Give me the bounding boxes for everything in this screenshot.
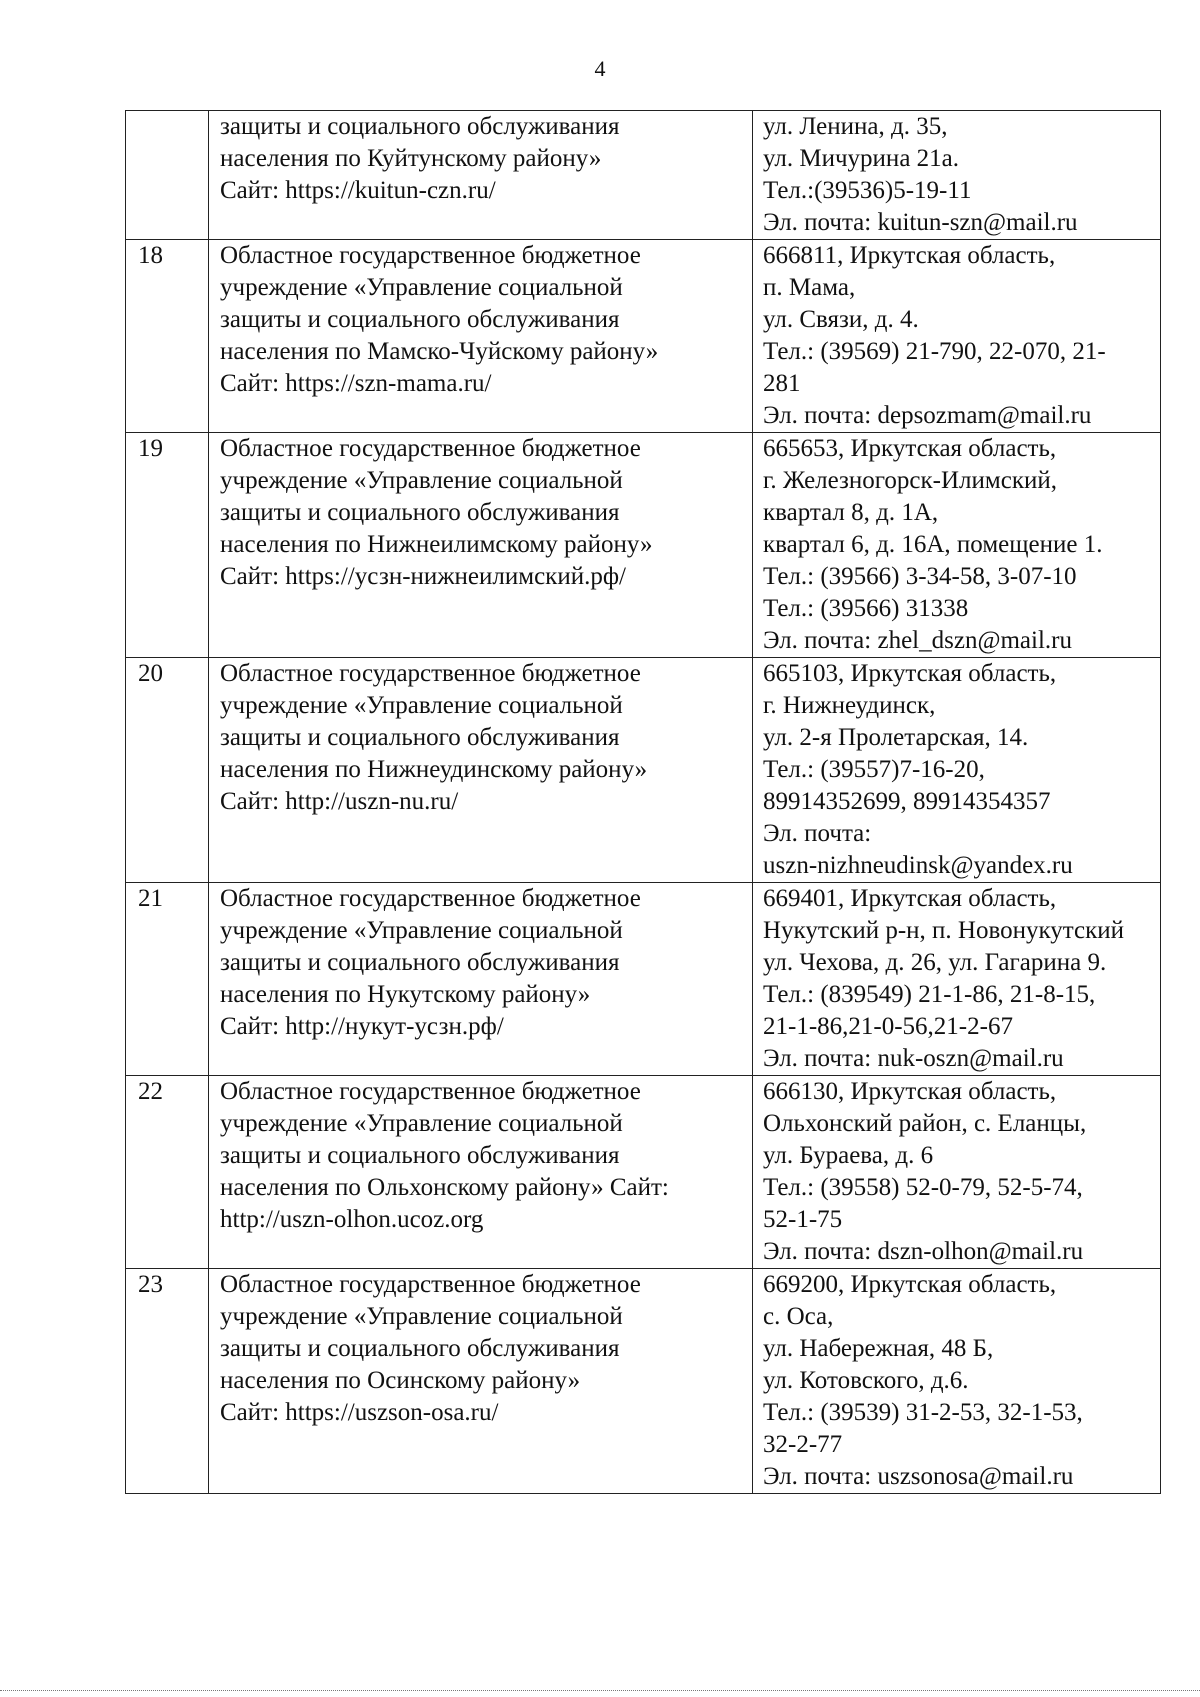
table-row [126,240,1161,433]
name-line: Областное государственное бюджетное [220,660,641,687]
name-line: населения по Осинскому району» [220,1367,581,1394]
table-row [126,1269,1161,1494]
website-link[interactable]: Сайт: https://uszson-osa.ru/ [220,1399,499,1426]
contact-line: квартал 8, д. 1А, [763,499,939,526]
contact-line: 665653, Иркутская область, [763,435,1057,462]
name-line: населения по Нижнеудинскому району» [220,756,648,783]
email-link[interactable]: Эл. почта: dszn-olhon@mail.ru [763,1238,1084,1265]
email-link[interactable]: Эл. почта: uszsonosa@mail.ru [763,1463,1074,1490]
contact-line: Тел.: (39566) 31338 [763,595,969,622]
name-line: защиты и социального обслуживания [220,306,620,333]
contact-line: г. Нижнеудинск, [763,692,936,719]
name-line: населения по Нукутскому району» [220,981,591,1008]
institution-name [209,433,753,658]
institution-name [209,1269,753,1494]
name-line: учреждение «Управление социальной [220,1303,623,1330]
contact-line: Тел.: (39566) 3-34-58, 3-07-10 [763,563,1077,590]
contact-line: 52-1-75 [763,1206,843,1233]
row-number: 21 [126,883,209,1076]
website-link[interactable]: Сайт: http://uszn-nu.ru/ [220,788,459,815]
table-row [126,111,1161,240]
institution-name [209,111,753,240]
institutions-table [125,110,1161,1494]
contact-line: Тел.:(39536)5-19-11 [763,177,972,204]
name-line: учреждение «Управление социальной [220,1110,623,1137]
contact-line: 281 [763,370,801,397]
row-number: 22 [126,1076,209,1269]
contact-line: 669401, Иркутская область, [763,885,1057,912]
contact-line: Тел.: (39557)7-16-20, [763,756,985,783]
email-link[interactable]: uszn-nizhneudinsk@yandex.ru [763,852,1073,879]
row-number: 20 [126,658,209,883]
name-line: населения по Нижнеилимскому району» [220,531,653,558]
contact-line: 32-2-77 [763,1431,843,1458]
table-row [126,883,1161,1076]
name-line: населения по Ольхонскому району» Сайт: [220,1174,669,1201]
website-link[interactable]: Сайт: https://kuitun-czn.ru/ [220,177,496,204]
name-line: Областное государственное бюджетное [220,1078,641,1105]
contact-info [753,658,1161,883]
name-line: Областное государственное бюджетное [220,1271,641,1298]
contact-line: Тел.: (39558) 52-0-79, 52-5-74, [763,1174,1083,1201]
contact-info [753,240,1161,433]
contact-info [753,1076,1161,1269]
contact-line: ул. Связи, д. 4. [763,306,919,333]
contact-line: квартал 6, д. 16А, помещение 1. [763,531,1103,558]
contact-line: с. Оса, [763,1303,834,1330]
name-line: защиты и социального обслуживания [220,949,620,976]
page-number: 4 [594,56,606,81]
email-link[interactable]: Эл. почта: zhel_dszn@mail.ru [763,627,1072,654]
contact-line: Ольхонский район, с. Еланцы, [763,1110,1087,1137]
contact-info [753,883,1161,1076]
contact-line: Тел.: (839549) 21-1-86, 21-8-15, [763,981,1096,1008]
email-link[interactable]: Эл. почта: nuk-oszn@mail.ru [763,1045,1064,1072]
contact-line: Нукутский р-н, п. Новонукутский [763,917,1124,944]
institution-name [209,240,753,433]
scan-edge-divider [0,1690,1200,1693]
contact-line: ул. Мичурина 21а. [763,145,960,172]
contact-line: ул. Ленина, д. 35, [763,113,948,140]
name-line: учреждение «Управление социальной [220,917,623,944]
contact-info [753,433,1161,658]
contact-line: 666811, Иркутская область, [763,242,1056,269]
contact-info [753,111,1161,240]
name-line: населения по Мамско-Чуйскому району» [220,338,659,365]
contact-line: Эл. почта: [763,820,872,847]
name-line: населения по Куйтунскому району» [220,145,602,172]
name-line: учреждение «Управление социальной [220,467,623,494]
table-row [126,1076,1161,1269]
contact-line: 89914352699, 89914354357 [763,788,1051,815]
institution-name [209,883,753,1076]
name-line: защиты и социального обслуживания [220,499,620,526]
name-line: защиты и социального обслуживания [220,724,620,751]
contact-line: ул. Бураева, д. 6 [763,1142,934,1169]
contact-line: 669200, Иркутская область, [763,1271,1057,1298]
table-row [126,433,1161,658]
contact-line: ул. Чехова, д. 26, ул. Гагарина 9. [763,949,1107,976]
email-link[interactable]: Эл. почта: kuitun-szn@mail.ru [763,209,1078,236]
website-link[interactable]: Сайт: https://усзн-нижнеилимский.рф/ [220,563,626,590]
table-row [126,658,1161,883]
name-line: защиты и социального обслуживания [220,113,620,140]
name-line: защиты и социального обслуживания [220,1335,620,1362]
name-line: Областное государственное бюджетное [220,435,641,462]
row-number: 18 [126,240,209,433]
name-line: защиты и социального обслуживания [220,1142,620,1169]
name-line: учреждение «Управление социальной [220,274,623,301]
name-line: Областное государственное бюджетное [220,242,641,269]
website-link[interactable]: Сайт: http://нукут-усзн.рф/ [220,1013,504,1040]
row-number: 19 [126,433,209,658]
contact-line: ул. Набережная, 48 Б, [763,1335,994,1362]
institution-name [209,658,753,883]
institution-name [209,1076,753,1269]
contact-line: 666130, Иркутская область, [763,1078,1057,1105]
contact-line: г. Железногорск-Илимский, [763,467,1057,494]
contact-line: ул. Котовского, д.6. [763,1367,969,1394]
contact-line: ул. 2-я Пролетарская, 14. [763,724,1029,751]
email-link[interactable]: Эл. почта: depsozmam@mail.ru [763,402,1092,429]
website-link[interactable]: Сайт: https://szn-mama.ru/ [220,370,492,397]
row-number: 23 [126,1269,209,1494]
contact-line: Тел.: (39569) 21-790, 22-070, 21- [763,338,1106,365]
contact-line: Тел.: (39539) 31-2-53, 32-1-53, [763,1399,1083,1426]
row-number [126,111,209,240]
contact-line: 665103, Иркутская область, [763,660,1057,687]
name-line: учреждение «Управление социальной [220,692,623,719]
name-line: Областное государственное бюджетное [220,885,641,912]
contact-info [753,1269,1161,1494]
contact-line: 21-1-86,21-0-56,21-2-67 [763,1013,1013,1040]
contact-line: п. Мама, [763,274,856,301]
website-link[interactable]: http://uszn-olhon.ucoz.org [220,1206,484,1233]
